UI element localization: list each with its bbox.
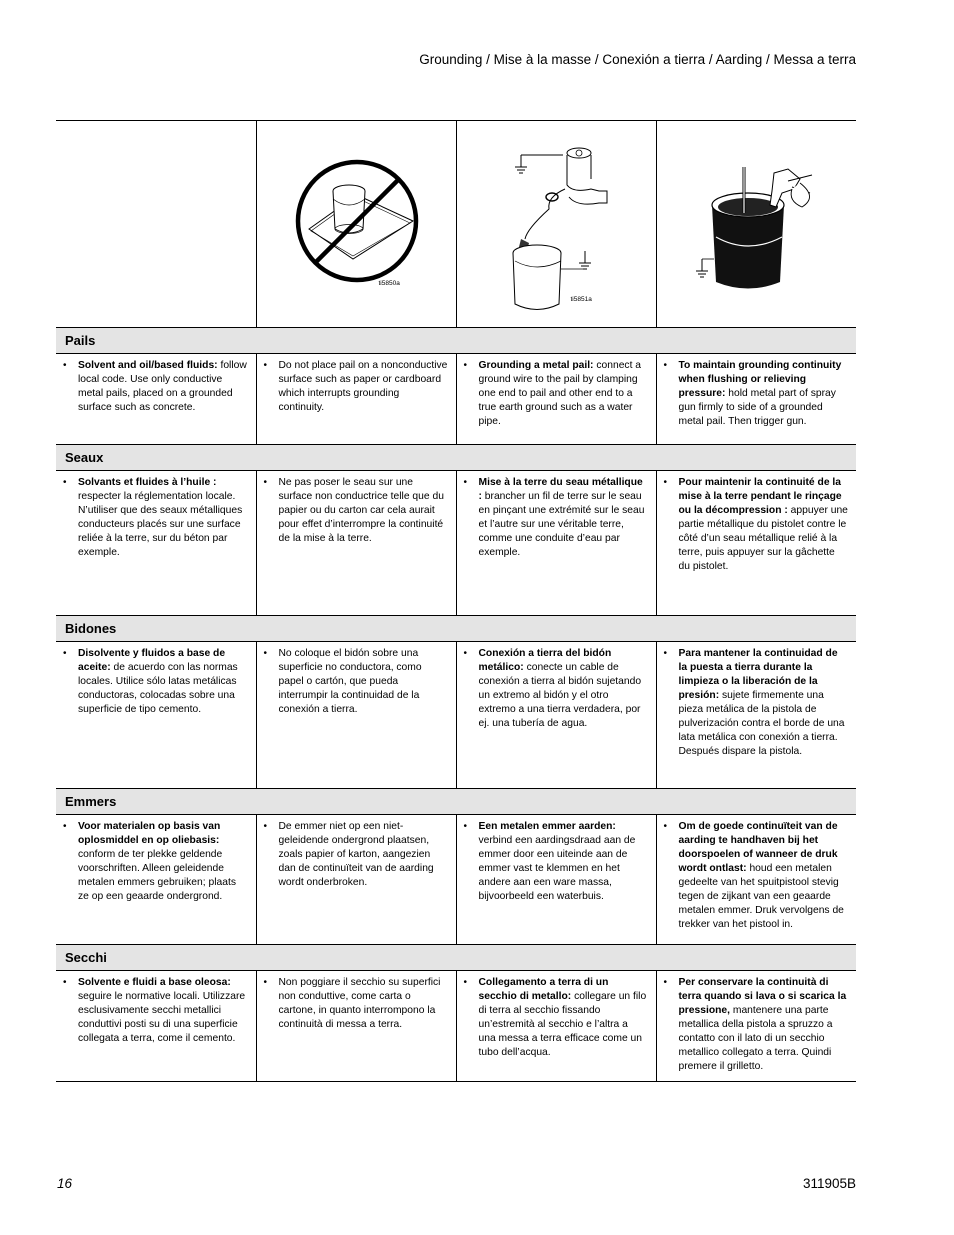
page-number: 16 (57, 1176, 73, 1191)
cell-bidones-2: • Conexión a tierra del bidón metálico: conecte un cable de conexión a tierra al bidón sujetando un extremo al bidón y el otro extremo a una tierra verdadera, por ej. una tubería de agua. (456, 642, 656, 789)
cell-secchi-1: • Non poggiare il secchio su superfici non conduttive, come carta o cartone, in quanto interrompono la continuità di messa a terra. (256, 971, 456, 1082)
figure-caption-1: ti5850a (378, 280, 400, 287)
section-title-seaux: Seaux (56, 445, 856, 471)
figure-no-nonconductive (256, 121, 456, 328)
section-title-pails: Pails (56, 328, 856, 354)
cell-emmers-0: • Voor materialen op basis van oplosmiddel en op oliebasis: conform de ter plekke geldende voorschriften. Alleen geleidende metalen emmers gebruiken; plaats ze op een geaarde ondergrond. (63, 821, 236, 902)
figure-ground-metal-pail (456, 121, 656, 328)
cell-pails-1: • Do not place pail on a nonconductive surface such as paper or cardboard which interrupts grounding continuity. (256, 354, 456, 445)
cell-secchi-3: • Per conservare la continuità di terra quando si lava o si scarica la pressione, mantenere una parte metallica della pistola a spruzzo a contatto con il lato di un secchio metallico collegato a terra. Quindi premere il grilletto. (656, 971, 856, 1082)
cell-bidones-0: • Disolvente y fluidos a base de aceite: de acuerdo con las normas locales. Utilice sólo latas metálicas conductoras, colocadas sobre una superficie de tipo cemento. (63, 648, 238, 715)
cell-bidones-3: • Para mantener la continuidad de la puesta a tierra durante la limpieza o la liberación de la presión: sujete firmemente una pieza metálica de la pistola de pulverización contra el borde de una lata metálica con conexión a tierra. Después dispare la pistola. (656, 642, 856, 789)
spray-gun-grounded-pail-icon (692, 167, 822, 297)
cell-pails-3: • To maintain grounding continuity when flushing or relieving pressure: hold metal part of spray gun firmly to side of a grounded metal pail. Then trigger gun. (656, 354, 856, 445)
empty-image-cell (56, 121, 256, 328)
cell-emmers-1: • De emmer niet op een niet-geleidende ondergrond plaatsen, zoals papier of karton, aangezien dan de continuïteit van de aarding wordt onderbroken. (256, 815, 456, 945)
pail-ground-wire-icon (507, 139, 627, 319)
cell-secchi-0: • Solvente e fluidi a base oleosa: seguire le normative locali. Utilizzare esclusivamente secchi metallici conduttivi posti su di una superficie collegata a terra, come il cemento. (63, 977, 246, 1044)
cell-seaux-1: • Ne pas poser le seau sur une surface non conductrice telle que du papier ou du carton car cela aurait pour effet d’interrompre la continuité de la mise à la terre. (256, 471, 456, 616)
section-title-secchi: Secchi (56, 945, 856, 971)
section-title-bidones: Bidones (56, 616, 856, 642)
cell-pails-0: • Solvent and oil/based fluids: follow local code. Use only conductive metal pails, placed on a grounded surface such as concrete. (63, 360, 247, 413)
grounding-table (56, 120, 856, 1082)
cell-seaux-0: • Solvants et fluides à l’huile : respecter la réglementation locale. N’utiliser que des seaux métalliques conducteurs placés sur une surface reliée à la terre, sur du béton par exemple. (63, 477, 243, 558)
cell-pails-2: • Grounding a metal pail: connect a ground wire to the pail by clamping one end to pail and other end to a true earth ground such as a water pipe. (456, 354, 656, 445)
cell-emmers-2: • Een metalen emmer aarden: verbind een aardingsdraad aan de emmer door een uiteinde aan de emmer vast te klemmen en het andere aan een ware massa, bijvoorbeeld een waterbuis. (456, 815, 656, 945)
page-header-title: Grounding / Mise à la masse / Conexión a tierra / Aarding / Messa a terra (419, 52, 856, 67)
cell-bidones-1: • No coloque el bidón sobre una superficie no conductora, como papel o cartón, que pueda interrumpir la continuidad de la conexión a tierra. (256, 642, 456, 789)
figure-flush-gun-pail (656, 121, 856, 328)
cell-secchi-2: • Collegamento a terra di un secchio di metallo: collegare un filo di terra al secchio fissando un’estremità al secchio e l’altra a una messa a terra efficace come un tubo dell’acqua. (456, 971, 656, 1082)
cell-seaux-2: • Mise à la terre du seau métallique : brancher un fil de terre sur le seau en pinçant une extrémité sur le seau et l’autre sur une véritable terre, comme une conduite d’eau par exemple. (456, 471, 656, 616)
figure-caption-2: ti5851a (570, 296, 592, 303)
cell-emmers-3: • Om de goede continuïteit van de aarding te handhaven bij het doorspoelen of wanneer de druk wordt ontlast: houd een metalen gedeelte van het spuitpistool stevig tegen de zijkant van een geaarde metalen emmer. Druk vervolgens de trekker van het pistool in. (656, 815, 856, 945)
doc-number: 311905B (802, 1176, 856, 1191)
section-title-emmers: Emmers (56, 789, 856, 815)
pail-on-paper-prohibited-icon (287, 151, 427, 291)
cell-seaux-3: • Pour maintenir la continuité de la mise à la terre pendant le rinçage ou la décompression : appuyer une partie métallique du pistolet contre le côté d’un seau métallique relié à la terre, puis appuyer sur la gâchette du pistolet. (656, 471, 856, 616)
